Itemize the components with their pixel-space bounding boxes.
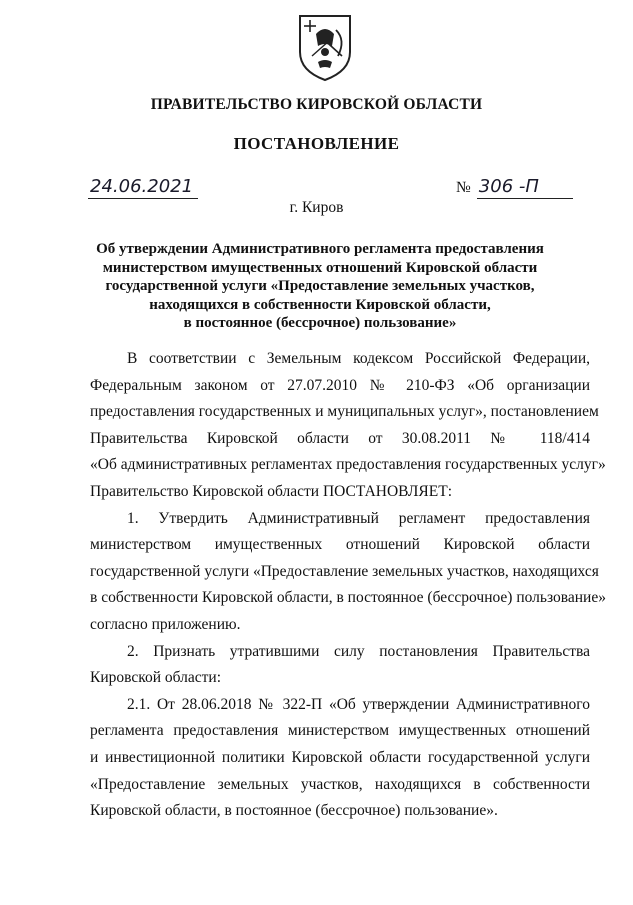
text-line: Правительство Кировской области ПОСТАНОВЛЯЕТ: xyxy=(90,482,453,500)
text-line: государственной услуги «Предоставление земельных участков, находящихся xyxy=(90,562,599,580)
text-line: 2. Признать утратившими силу постановления Правительства xyxy=(127,642,590,660)
document-date: 24.06.2021 xyxy=(88,176,198,199)
preamble-paragraph xyxy=(90,346,606,506)
text-line: в собственности Кировской области, в постоянное (бессрочное) пользование» xyxy=(90,589,606,607)
subject-line: Об утверждении Административного регламента предоставления xyxy=(96,241,544,257)
text-line: предоставления государственных и муниципальных услуг», постановлением xyxy=(90,403,599,421)
text-line: Кировской области, в постоянное (бессрочное) пользование». xyxy=(90,802,498,820)
text-line: Кировской области: xyxy=(90,669,222,687)
text-line: Федеральным законом от 27.07.2010 № 210-ФЗ «Об организации xyxy=(90,376,590,394)
text-line: В соответствии с Земельным кодексом Российской Федерации, xyxy=(127,350,590,367)
item-1-paragraph xyxy=(90,506,606,639)
text-line: «Предоставление земельных участков, находящихся в собственности xyxy=(90,775,590,793)
city-label: г. Киров xyxy=(289,199,344,216)
text-line: «Об административных регламентах предоставления государственных услуг» xyxy=(90,456,606,474)
document-type-title: ПОСТАНОВЛЕНИЕ xyxy=(233,134,400,153)
document-subject xyxy=(80,240,560,333)
text-line: и инвестиционной политики Кировской области государственной услуги xyxy=(90,748,590,766)
subject-line: министерством имущественных отношений Кировской области xyxy=(102,259,538,276)
text-line: регламента предоставления министерством имущественных отношений xyxy=(90,722,590,740)
document-number-block xyxy=(456,176,573,198)
kirov-coat-of-arms-icon xyxy=(296,12,354,82)
text-line: 2.1. От 28.06.2018 № 322-П «Об утверждении Административного xyxy=(127,695,590,713)
text-line: 1. Утвердить Административный регламент предоставления xyxy=(127,509,590,527)
document-body xyxy=(90,346,606,825)
item-2-paragraph xyxy=(90,639,590,692)
text-line: Правительства Кировской области от 30.08.2011 № 118/414 xyxy=(90,429,590,447)
subject-line: в постоянное (бессрочное) пользование» xyxy=(183,315,457,331)
text-line: согласно приложению. xyxy=(90,615,241,633)
item-2-1-paragraph xyxy=(90,692,590,825)
document-number: 306 -П xyxy=(477,176,573,199)
text-line: министерством имущественных отношений Кировской области xyxy=(90,536,590,554)
subject-line: находящихся в собственности Кировской области, xyxy=(149,296,491,313)
number-sign: № xyxy=(456,179,471,196)
organization-title: ПРАВИТЕЛЬСТВО КИРОВСКОЙ ОБЛАСТИ xyxy=(150,96,483,113)
subject-line: государственной услуги «Предоставление земельных участков, xyxy=(105,278,535,294)
